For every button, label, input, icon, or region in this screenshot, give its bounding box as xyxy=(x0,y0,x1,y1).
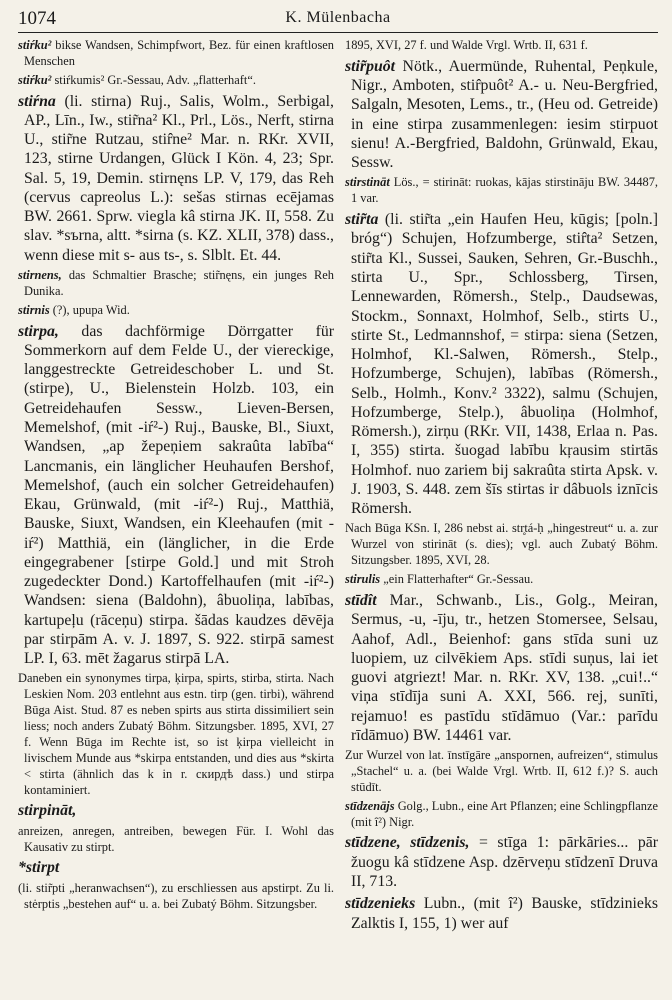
entry-text: Nötk., Auermünde, Ruhental, Peņkule, Nigr., Amboten, stir̂puôt² A.- u. Neu-Bergfried, Salgaln, Mesoten, Lems., tr., (Heu od. Getreide) in eine stirpa zusammenlegen: iesim stirpuot sienu! A.-Bergfried, Baldohn, Grünwald, Ekau, Sessw. xyxy=(351,57,658,172)
right-column xyxy=(345,38,658,993)
entry-text: = stīga 1: pārkāries... pār žuogu kâ stīdzene Asp. dzērveņu stīdzenī Druva II, 713. xyxy=(351,834,658,890)
entry-text: Daneben ein synonymes tirpa, ķirpa, spirts, stirba, stirta. Nach Leskien Nom. 203 entlehnt aus estn. tirp (gen. tirbi), während Būga Aist. Stud. 87 es neben spirts aus stirta dissimiliert sein liess; noch anders Zubatý Böhm. Sitzungsber. 1895, XVI, 27 f. Wenn Būga im Rechte ist, so ist ķirpa vielleicht in livischem Munde aus *skirpa entstanden, und dies aus *skirta < stirta (ähnlich das k in r. скирдѣ dass.) und stirpa kontaminiert. xyxy=(18,671,334,797)
dictionary-entry xyxy=(345,572,658,588)
dictionary-entry xyxy=(18,881,334,913)
entry-text: (li. stirna) Ruj., Salis, Wolm., Serbigal, AP., Līn., Iw., stir̃na² Kl., Prl., Lös., Nerft, stirna U., stir̃ne Rutzau, stir̂ne² Mar. n. RKr. XVII, 123, stirne Urdangen, Glück I Kön. 4, 23; Spr. Sal. 5, 19, Demin. stirnęns LP. V, 179, das Reh (cervus capreolus L.): sešas stirnas ecējamas BW. 2661. Sprw. viegla kâ stirna JK. II, 558. Zu slav. *sъrna, altt. *sirna (s. KZ. XLII, 378) dass., wenn diese mit s- aus ts-, s. Slblt. Et. 44. xyxy=(24,92,334,264)
entry-text: anreizen, anregen, antreiben, bewegen Für. I. Wohl das Kausativ zu stirpt. xyxy=(18,823,334,854)
entry-text: (li. stir̃ta „ein Haufen Heu, kūgis; [poln.] bróg“) Schujen, Hofzumberge, stir̂ta² Setzen, stir̃ta Kl., Sussei, Sauken, Sehren, Gr.-Buschh., stirta U., Spr., Schlossberg, Tirsen, Lennewarden, Römersh., Stelp., Daudsewas, Stockm., Sonnaxt, Holmhof, Selb., stirts U., stirte St., Ledmannshof, = stirpa: siena (Setzen, Holmhof, Kl.-Salwen, Römersh., Stelp., Hofzumberge, Schujen), labības (Römersh., Selb., Holmh., Konv.² 3322), salmu (Schujen, Hofzumberge, Stelp.), âbuoliņa (Holmhof, Römersh.), zirņu (RKr. VII, 1438, Erlaa n. Pas. I, 355) stirta. šuogad labību kŗausim stirtās Holmhof. nuo zariem bij sakraûta stirta Apsk. v. J. 1903, S. 448. zem šīs stirtas ir dâbuols iznīcis Römersh. xyxy=(351,211,658,518)
dictionary-entry xyxy=(345,894,658,933)
dictionary-entry xyxy=(345,799,658,831)
entry-text: Nach Būga KSn. I, 286 nebst ai. str̥tá-ḥ „hingestreut“ u. a. zur Wurzel von stirināt (s. dies); vgl. auch Zubatý Böhm. Sitzungsber. 1895, XVI, 28. xyxy=(345,521,658,568)
entry-headword: stīdît xyxy=(345,591,377,609)
entry-text: Lubn., (mit î²) Bauske, stīdzinieks Zalktis I, 155, 1) wer auf xyxy=(351,895,658,932)
dictionary-entry xyxy=(345,210,658,518)
running-head: K. Mülenbacha xyxy=(285,9,391,26)
entry-headword: stīdzene, stīdzenis, xyxy=(345,834,470,852)
entry-text: „ein Flatterhafter“ Gr.-Sessau. xyxy=(383,572,534,587)
dictionary-entry xyxy=(345,833,658,891)
dictionary-entry xyxy=(18,92,334,265)
dictionary-entry xyxy=(18,38,334,70)
dictionary-entry xyxy=(18,73,334,89)
entry-headword: stirnens, xyxy=(18,268,62,283)
entry-headword: stīdzenieks xyxy=(345,895,416,913)
entry-headword: stirstināt xyxy=(345,175,390,190)
dictionary-entry xyxy=(18,268,334,300)
left-column xyxy=(18,38,334,993)
entry-text: Mar., Schwanb., Lis., Golg., Meiran, Sermus, -u, -īju, tr., hetzen Stomersee, Selsau, Aahof, Adl., Beienhof: gans stīda suni uz luopiem, uz cilvēkiem Aps. stīdi suņus, lai iet guovi atgriezt! Mar. n. RKr. XV, 138. „cui!..“ viņa stīdīja suni A. XXI, 566. rej, sunīti, rejamuo! es pastīdu stīdāmuo (Var.: parīdu rīdāmuo) BW. 14461 var. xyxy=(351,591,658,744)
entry-headword: stirulis xyxy=(345,572,381,587)
dictionary-entry xyxy=(345,521,658,569)
entry-text: stiŕkumis² Gr.-Sessau, Adv. „flatterhaft“. xyxy=(54,72,256,87)
dictionary-entry xyxy=(18,858,334,877)
dictionary-entry xyxy=(345,591,658,745)
dictionary-entry xyxy=(18,801,334,820)
entry-headword: stiŕku² xyxy=(18,72,52,87)
dictionary-entry xyxy=(345,57,658,173)
entry-headword: stiŕna xyxy=(18,92,56,110)
entry-headword: *stirpt xyxy=(18,859,60,877)
entry-text: 1895, XVI, 27 f. und Walde Vrgl. Wrtb. II, 631 f. xyxy=(345,38,588,52)
entry-text: (?), upupa Wid. xyxy=(52,302,130,317)
entry-headword: stirpa, xyxy=(18,322,59,340)
page-header xyxy=(18,6,658,33)
page-number: 1074 xyxy=(18,8,56,29)
entry-headword: stīdzenājs xyxy=(345,798,395,813)
dictionary-entry xyxy=(18,303,334,319)
entry-headword: stirpināt, xyxy=(18,802,77,820)
entry-headword: stir̃ta xyxy=(345,211,379,229)
dictionary-entry xyxy=(345,38,658,54)
entry-text: Zur Wurzel von lat. īnstīgāre „anspornen, aufreizen“, stimulus „Stachel“ u. a. (bei Walde Vrgl. Wrtb. II, 612 f.)? S. auch stūdīt. xyxy=(345,748,658,794)
dictionary-entry xyxy=(345,748,658,796)
entry-headword: stir̃puôt xyxy=(345,57,396,75)
dictionary-entry xyxy=(345,175,658,207)
entry-text: Golg., Lubn., eine Art Pflanzen; eine Schlingpflanze (mit î²) Nigr. xyxy=(351,798,658,829)
entry-headword: stirnis xyxy=(18,302,50,317)
entry-headword: stiŕku² xyxy=(18,38,52,52)
entry-text: Lös., = stirināt: ruokas, kājas stirstināju BW. 34487, 1 var. xyxy=(351,175,658,206)
entry-text: das Schmaltier Brasche; stir̃nęns, ein junges Reh Dunika. xyxy=(24,268,334,298)
entry-text: das dachförmige Dörrgatter für Sommerkorn auf dem Felde U., der viereckige, langgestreckte Getreideschober L. und St. (stirpe), U., Bielenstein Holzb. 103, ein Getreidehaufen Sessw., Lieven-Bersen, Memelshof, (mit -iŕ²-) Ruj., Bauske, Bl., Siuxt, Wandsen, „ap žepeņiem sakraûta labība“ Lancmanis, ein länglicher Heuhaufen Bershof, Memelshof, (auch ein solcher Getreidehaufen) Ekau, Grünwald, (mit -iŕ²-) Ruj., Matthiä, Bauske, Siuxt, Wandsen, ein Kleehaufen (mit -iŕ²) Matthiä, ein (länglicher, in die Erde eingegrabener [stirpe Gold.] und mit Stroh zugedeckter Dond.) Kartoffelhaufen (mit -iŕ²-) Wandsen: siena (Baldohn), âbuoliņa, labības, kartupeļu (rāceņu) stirpa. šādas kaudzes dēvēja par stirpām A. v. J. 1897, S. 922. stirpā samest LP. I, 63. mēt žagarus stirpā LA. xyxy=(24,322,334,668)
dictionary-entry xyxy=(18,824,334,856)
dictionary-entry xyxy=(18,671,334,798)
dictionary-entry xyxy=(18,322,334,669)
entry-text: bikse Wandsen, Schimpfwort, Bez. für einen kraftlosen Menschen xyxy=(24,38,334,68)
entry-text: (li. stir̃pti „heranwachsen“), zu erschliessen aus apstirpt. Zu li. stėrptis „bestehen auf“ u. a. bei Zubatý Böhm. Sitzungsber. xyxy=(18,880,334,911)
